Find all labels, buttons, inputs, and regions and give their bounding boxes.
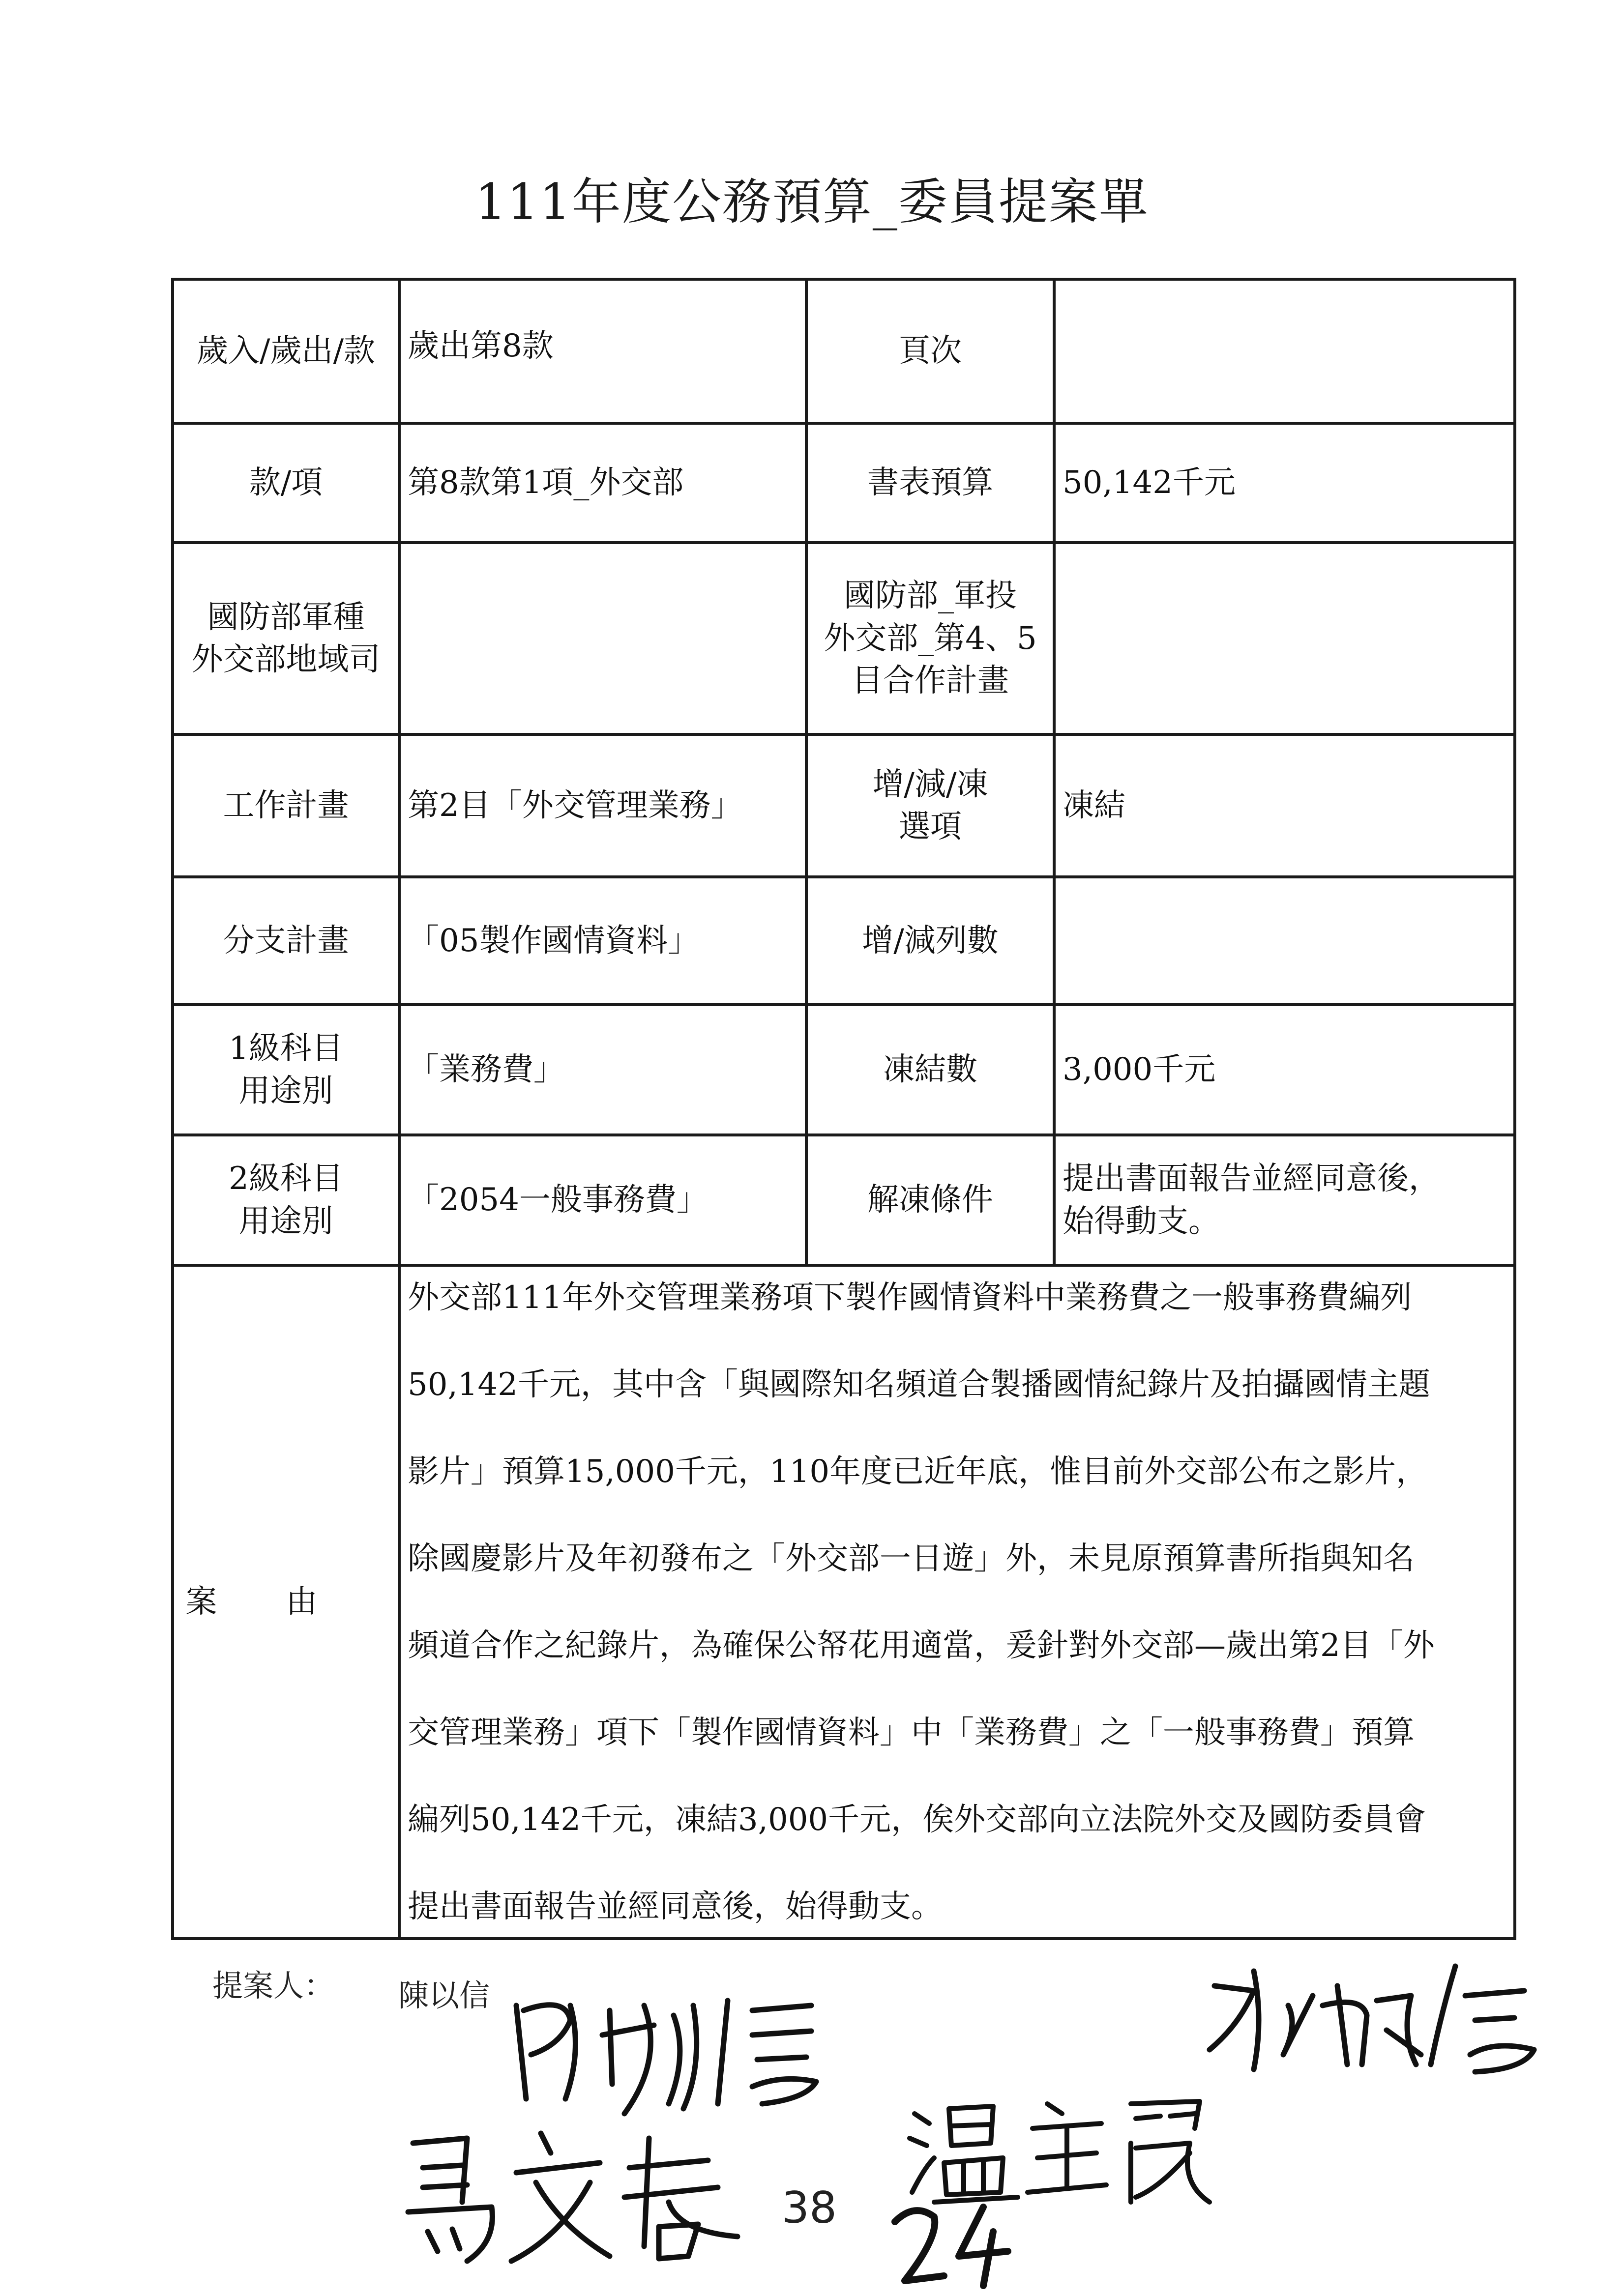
proposal-form-table [171,278,1516,1940]
label-branch-plan: 分支計畫 [173,877,399,1005]
label-level2 [173,1135,399,1265]
label-cooperation-line: 目合作計畫 [852,663,1009,699]
label-adjust-option [806,734,1054,877]
form-row-work-plan [173,734,1515,877]
label-unfreeze-condition: 解凍條件 [806,1135,1054,1265]
value-branch-plan: 「05製作國情資料」 [399,877,806,1005]
proposer-name: 陳以信 [398,1977,490,2013]
value-cooperation-plan [1054,543,1515,734]
label-department-line: 外交部地域司 [191,641,381,678]
page-number: 38 [782,2182,837,2233]
label-work-plan: 工作計畫 [173,734,399,877]
reason-line: 頻道合作之紀錄片，為確保公帑花用適當，爰針對外交部—歲出第2目「外 [408,1627,1435,1664]
label-adjust-option-line: 選項 [899,809,962,845]
reason-body [399,1265,1515,1939]
form-row-branch-plan [173,877,1515,1005]
label-freeze-amount: 凍結數 [806,1005,1054,1135]
label-cooperation-line: 外交部_第4、5 [824,620,1037,657]
signature-2 [393,2114,767,2276]
value-work-plan: 第2目「外交管理業務」 [399,734,806,877]
reason-line: 提出書面報告並經同意後，始得動支。 [408,1888,943,1925]
label-level2-line: 2級科目 [229,1161,343,1197]
value-adjust-amount [1054,877,1515,1005]
form-row-department [173,543,1515,734]
value-level1: 「業務費」 [399,1005,806,1135]
reason-line: 50,142千元，其中含「與國際知名頻道合製播國情紀錄片及拍攝國情主題 [408,1366,1430,1403]
value-account: 歲出第8款 [399,279,806,423]
label-level1 [173,1005,399,1135]
reason-line: 影片」預算15,000千元，110年度已近年底，惟目前外交部公布之影片， [408,1453,1428,1490]
value-book-budget: 50,142千元 [1054,423,1515,543]
label-page: 頁次 [806,279,1054,423]
form-row-level2 [173,1135,1515,1265]
label-level2-line: 用途別 [238,1203,333,1240]
label-department-line: 國防部軍種 [207,599,365,636]
form-row-reason [173,1265,1515,1939]
value-freeze-amount: 3,000千元 [1054,1005,1515,1135]
value-item: 第8款第1項_外交部 [399,423,806,543]
label-item: 款/項 [173,423,399,543]
reason-line: 編列50,142千元，凍結3,000千元，俟外交部向立法院外交及國防委員會 [408,1801,1426,1838]
label-department [173,543,399,734]
form-row-level1 [173,1005,1515,1135]
reason-line: 除國慶影片及年初發布之「外交部一日遊」外，未見原預算書所指與知名 [408,1540,1415,1577]
label-cooperation-line: 國防部_軍投 [844,578,1017,614]
value-unfreeze-line: 始得動支。 [1063,1203,1220,1240]
form-row-account [173,279,1515,423]
value-unfreeze-line: 提出書面報告並經同意後， [1063,1161,1440,1197]
label-cooperation-plan [806,543,1054,734]
reason-line: 交管理業務」項下「製作國情資料」中「業務費」之「一般事務費」預算 [408,1714,1415,1751]
value-page [1054,279,1515,423]
value-adjust-option: 凍結 [1054,734,1515,877]
signature-4-number [885,2192,1033,2291]
reason-line: 外交部111年外交管理業務項下製作國情資料中業務費之一般事務費編列 [408,1279,1412,1316]
label-level1-line: 1級科目 [229,1030,343,1067]
signature-4 [1200,1956,1554,2084]
label-account: 歲入/歲出/款 [173,279,399,423]
value-level2: 「2054一般事務費」 [399,1135,806,1265]
signature-1 [497,1976,851,2123]
label-reason: 案由 [173,1265,399,1939]
value-department [399,543,806,734]
value-unfreeze-condition [1054,1135,1515,1265]
label-level1-line: 用途別 [238,1073,333,1109]
label-adjust-option-line: 增/減/凍 [872,766,988,803]
label-book-budget: 書表預算 [806,423,1054,543]
page-title: 111年度公務預算_委員提案單 [475,173,1149,231]
label-adjust-amount: 增/減列數 [806,877,1054,1005]
form-row-item [173,423,1515,543]
proposer-label: 提案人： [212,1968,335,2004]
